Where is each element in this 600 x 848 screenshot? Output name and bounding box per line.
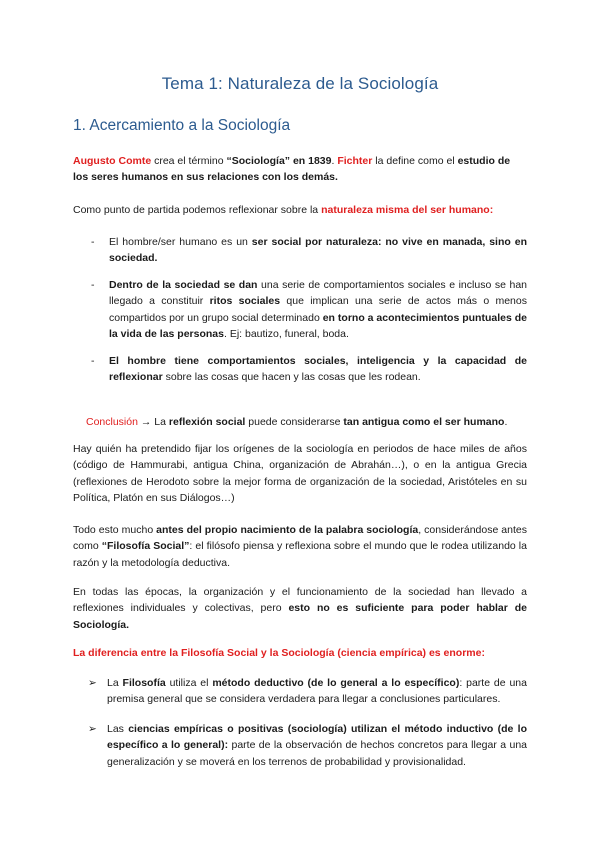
arrow-bullet-icon: ➢: [88, 677, 97, 689]
text-run: → La: [137, 416, 169, 428]
bullet-marker: -: [91, 355, 95, 367]
bullet-item: [109, 353, 527, 386]
bold-run: esto no es suficiente para poder hablar de Sociología.: [73, 602, 527, 631]
paragraph-comte: [73, 153, 527, 186]
bullet-marker: -: [91, 279, 95, 291]
bullet-item: [109, 277, 527, 342]
text-run: En todas las épocas, la organización y el funcionamiento de la sociedad han llevado a reflexiones individuales y colectivas, pero: [73, 586, 527, 615]
bold-run: “Filosofía Social”: [101, 540, 190, 553]
bold-run: tan antigua como el ser humano: [343, 416, 505, 428]
section-heading: 1. Acercamiento a la Sociología: [73, 117, 291, 134]
paragraph-punto-partida: [73, 202, 527, 218]
text-run: puede considerarse: [245, 416, 344, 428]
comte-name: Augusto Comte: [73, 155, 152, 167]
text-run: El hombre/ser humano es un: [109, 236, 252, 248]
text-run: .: [331, 155, 338, 167]
bullet-item: [109, 234, 527, 267]
bold-run: El hombre tiene comportamientos sociales, inteligencia y la capacidad de reflexionar: [109, 355, 527, 384]
text-run: La: [107, 677, 123, 689]
text-run: parte de la observación de hechos concretos para llegar a una generalización y se moverá en los terrenos de probabilidad y provisionalidad.: [107, 739, 527, 768]
text-run: una serie de comportamientos sociales e incluso se han llegado a constituir: [109, 279, 527, 308]
bold-run: Dentro de la sociedad se dan: [109, 279, 258, 291]
document-title: Tema 1: Naturaleza de la Sociología: [161, 74, 439, 93]
arrow-item: [107, 675, 527, 708]
highlight-run: naturaleza misma del ser humano:: [321, 204, 494, 216]
text-run: que implican una serie de actos más o menos compartidos por un grupo social determinado: [109, 295, 527, 324]
bold-run: en torno a acontecimientos puntuales de la vida de las personas: [109, 311, 527, 340]
bold-run: ser social por naturaleza: no vive en manada, sino en sociedad.: [109, 236, 527, 265]
text-run: crea el término: [151, 155, 227, 167]
text-run: la define como el: [372, 155, 458, 167]
bold-run: método deductivo (de lo general a lo específico): [212, 677, 460, 689]
bold-run: ciencias empíricas o positivas (sociología) utilizan el método inductivo (de lo específico a lo general):: [107, 723, 527, 752]
bold-run: Filosofía: [122, 677, 166, 689]
paragraph-epocas: [73, 584, 527, 633]
paragraph-diferencia: [73, 645, 527, 661]
highlight-run: La diferencia entre la Filosofía Social y la Sociología (ciencia empírica) es enorme:: [73, 647, 485, 659]
text-run: Como punto de partida podemos reflexionar sobre la: [73, 204, 322, 216]
bold-run: reflexión social: [168, 416, 246, 428]
conclusion-label: Conclusión: [86, 416, 138, 428]
text-run: : el filósofo piensa y reflexiona sobre el mundo que le rodea utilizando la razón y la metodología deductiva.: [73, 540, 527, 569]
text-run: utiliza el: [165, 677, 213, 689]
bold-run: antes del propio nacimiento de la palabra sociología: [156, 524, 419, 536]
text-run: Todo esto mucho: [73, 524, 157, 536]
arrow-bullet-icon: ➢: [88, 723, 97, 735]
text-run: : parte de una premisa general que se considera verdadera para llegar a conclusiones particulares.: [107, 677, 527, 706]
bold-run: estudio de los seres humanos en sus relaciones con los demás.: [73, 155, 511, 184]
text-run: Las: [107, 723, 129, 735]
text-run: . Ej: bautizo, funeral, boda.: [223, 327, 349, 340]
arrow-item: [107, 721, 527, 770]
paragraph-origenes: Hay quién ha pretendido fijar los orígenes de la sociología en periodos de hace miles de años (código de Hammurabi, antigua China, organización de Abrahán…), o en la antigua Grecia (reflexiones de Herodoto sobre la mejor forma de organización de la sociedad, Aristóteles en su Política, Platón en sus Diálogos…): [73, 443, 527, 504]
bold-run: “Sociología” en 1839: [226, 155, 332, 167]
fichter-name: Fichter: [337, 155, 373, 167]
paragraph-filosofia-social: [73, 522, 527, 571]
text-run: , considerándose antes como: [73, 524, 527, 553]
bullet-marker: -: [91, 236, 95, 248]
conclusion-line: [86, 414, 507, 430]
bold-run: ritos sociales: [209, 295, 281, 308]
text-run: .: [504, 416, 508, 428]
text-run: sobre las cosas que hacen y las cosas que les rodean.: [162, 371, 421, 384]
